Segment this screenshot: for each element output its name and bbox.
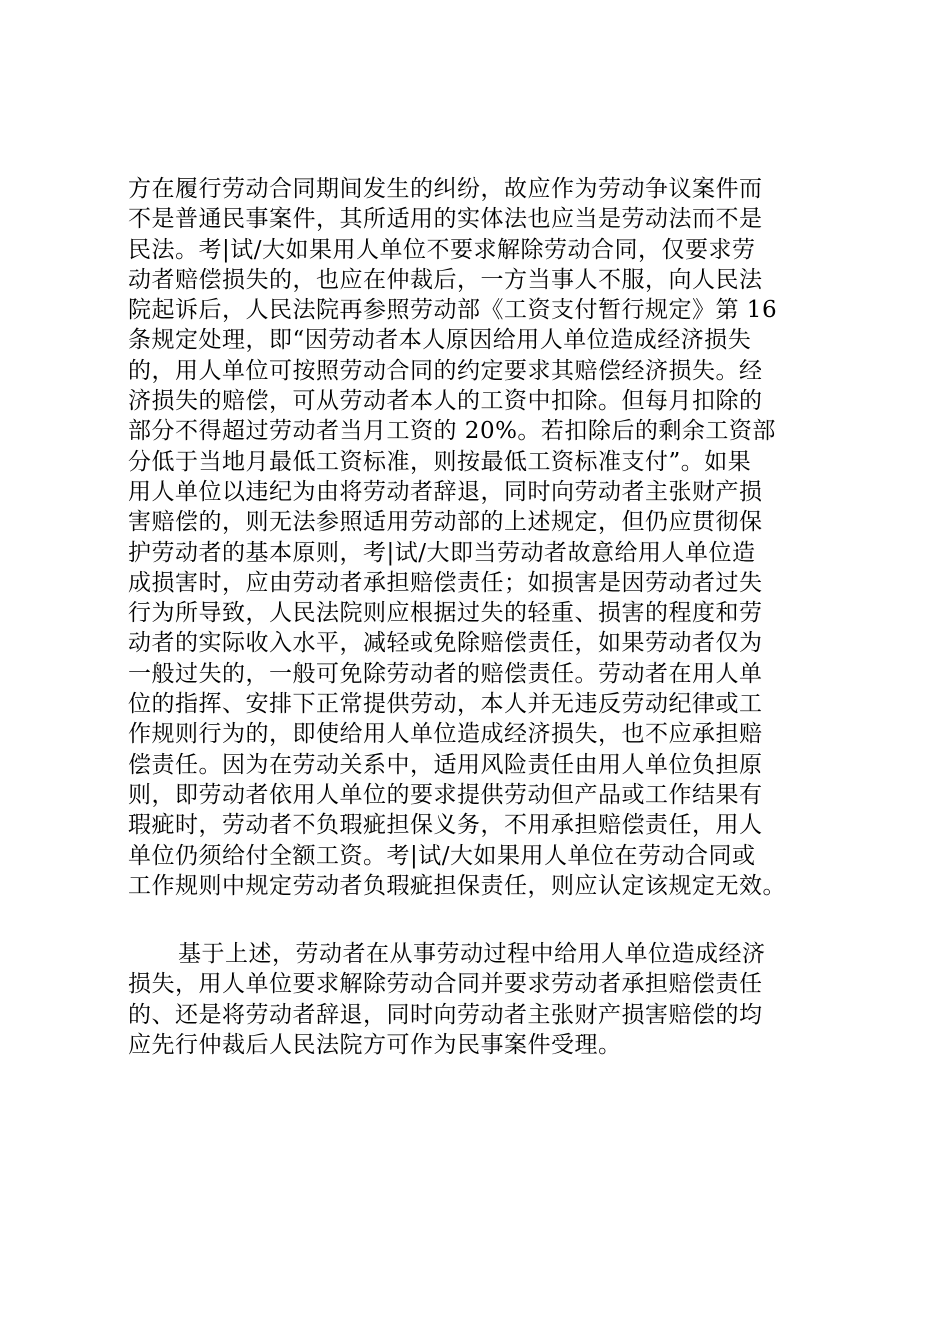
paragraph-1 — [128, 174, 840, 901]
paragraph-1-line: 偿责任。因为在劳动关系中，适用风险责任由用人单位负担原 — [128, 751, 763, 778]
paragraph-1-line: 位的指挥、安排下正常提供劳动，本人并无违反劳动纪律或工 — [128, 691, 763, 718]
paragraph-1-line: 济损失的赔偿，可从劳动者本人的工资中扣除。但每月扣除的 — [128, 388, 763, 415]
paragraph-2-line: 基于上述，劳动者在从事劳动过程中给用人单位造成经济 — [178, 941, 766, 968]
paragraph-1-line: 则，即劳动者依用人单位的要求提供劳动但产品或工作结果有 — [128, 781, 763, 808]
paragraph-1-line: 动者的实际收入水平，减轻或免除赔偿责任，如果劳动者仅为 — [128, 630, 763, 657]
paragraph-spacer — [128, 901, 840, 939]
paragraph-1-line: 条规定处理，即“因劳动者本人原因给用人单位造成经济损失 — [128, 327, 752, 354]
paragraph-1-line: 瑕疵时，劳动者不负瑕疵担保义务，不用承担赔偿责任，用人 — [128, 812, 763, 839]
paragraph-1-line: 动者赔偿损失的，也应在仲裁后，一方当事人不服，向人民法 — [128, 266, 763, 293]
paragraph-1-line: 一般过失的，一般可免除劳动者的赔偿责任。劳动者在用人单 — [128, 660, 763, 687]
paragraph-1-line: 方在履行劳动合同期间发生的纠纷，故应作为劳动争议案件而 — [128, 176, 763, 202]
paragraph-1-line: 分低于当地月最低工资标准，则按最低工资标准支付”。如果 — [128, 448, 752, 475]
paragraph-1-line: 作规则行为的，即使给用人单位造成经济损失，也不应承担赔 — [128, 721, 763, 748]
paragraph-1-line: 工作规则中规定劳动者负瑕疵担保责任，则应认定该规定无效。 — [128, 872, 786, 899]
paragraph-1-line: 成损害时，应由劳动者承担赔偿责任；如损害是因劳动者过失 — [128, 569, 763, 596]
paragraph-1-line: 的，用人单位可按照劳动合同的约定要求其赔偿经济损失。经 — [128, 357, 763, 384]
paragraph-2 — [128, 939, 840, 1060]
paragraph-1-line: 护劳动者的基本原则，考|试/大即当劳动者故意给用人单位造 — [128, 539, 756, 566]
paragraph-2-line: 应先行仲裁后人民法院方可作为民事案件受理。 — [128, 1032, 622, 1059]
document-body — [128, 174, 840, 1060]
paragraph-1-line: 单位仍须给付全额工资。考|试/大如果用人单位在劳动合同或 — [128, 842, 756, 869]
paragraph-2-line: 损失，用人单位要求解除劳动合同并要求劳动者承担赔偿责任 — [128, 971, 763, 998]
paragraph-1-line: 部分不得超过劳动者当月工资的 20%。若扣除后的剩余工资部 — [128, 418, 776, 445]
paragraph-2-line: 的、还是将劳动者辞退，同时向劳动者主张财产损害赔偿的均 — [128, 1001, 763, 1028]
paragraph-1-line: 不是普通民事案件，其所适用的实体法也应当是劳动法而不是 — [128, 206, 763, 233]
paragraph-1-line: 行为所导致，人民法院则应根据过失的轻重、损害的程度和劳 — [128, 600, 763, 627]
paragraph-1-line: 害赔偿的，则无法参照适用劳动部的上述规定，但仍应贯彻保 — [128, 509, 763, 536]
paragraph-1-line: 民法。考|试/大如果用人单位不要求解除劳动合同，仅要求劳 — [128, 236, 756, 263]
paragraph-1-line: 院起诉后，人民法院再参照劳动部《工资支付暂行规定》第 16 — [128, 297, 778, 324]
paragraph-1-line: 用人单位以违纪为由将劳动者辞退，同时向劳动者主张财产损 — [128, 478, 763, 505]
